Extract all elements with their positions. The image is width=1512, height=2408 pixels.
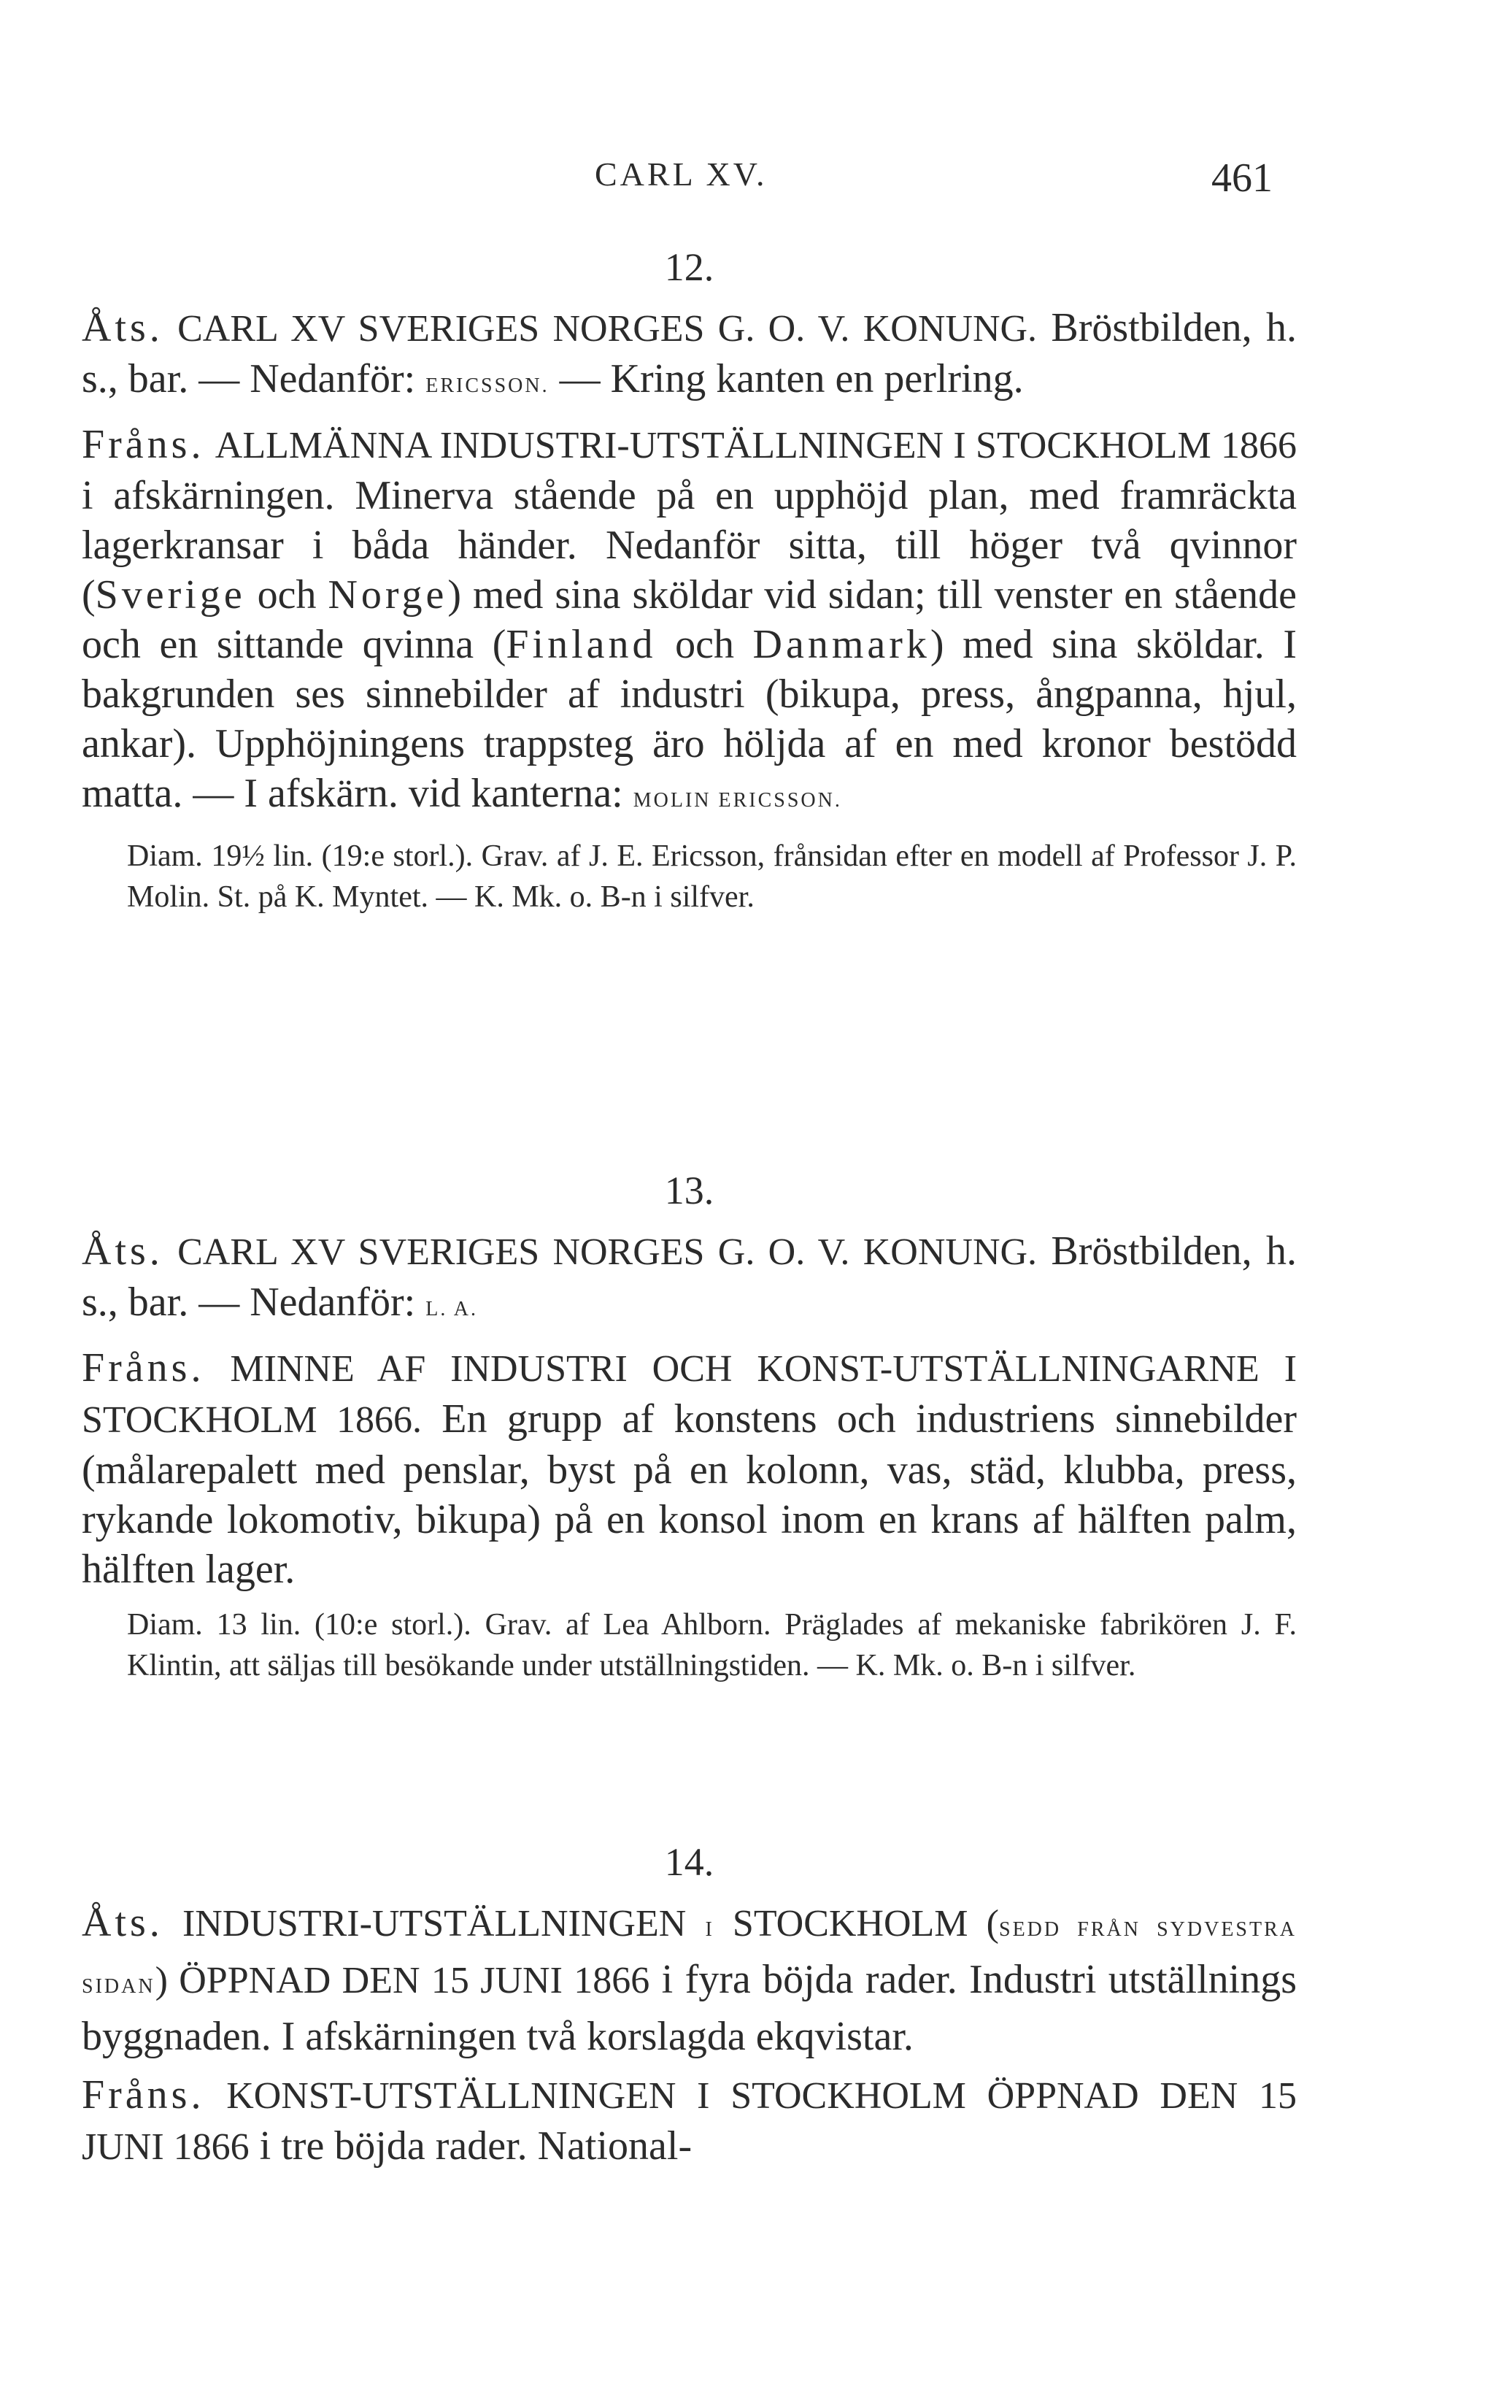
engraver-signature: L. A. xyxy=(425,1298,478,1320)
obverse-text: — Kring kanten en perlring. xyxy=(549,356,1024,401)
obverse-legend: ) ÖPPNAD DEN 15 JUNI 1866 xyxy=(155,1960,650,2001)
reverse-legend: KONST-UTSTÄLLNINGEN I STOCKHOLM ÖPPNAD DEN 15 JUNI 1866 xyxy=(82,2075,1297,2168)
reverse-legend: ALLMÄNNA INDUSTRI-UTSTÄLLNINGEN I STOCKHOLM 1866 xyxy=(215,425,1297,466)
engraver-signature: ERICSSON. xyxy=(425,374,549,397)
spaced-word: Finland xyxy=(506,622,657,667)
reverse-text: ) med sina sköldar. I bakgrunden ses sinnebilder af industri (bikupa, press, ångpanna, hjul, ankar). Upphöjningens trappsteg äro höljda af en med kronor bestödd matta. — I afskärn. vid kanterna: xyxy=(82,622,1297,816)
reverse-label: Fråns. xyxy=(82,2072,205,2117)
small-caps-text: I xyxy=(705,1918,714,1941)
reverse-text: och xyxy=(656,622,753,667)
page-number: 461 xyxy=(1211,155,1273,201)
obverse-label: Åts. xyxy=(82,1228,163,1274)
entry-number: 14. xyxy=(664,1840,714,1884)
obverse-label: Åts. xyxy=(82,1900,163,1945)
technical-note: Diam. 19½ lin. (19:e storl.). Grav. af J. E. Ericsson, frånsidan efter en modell af Professor J. P. Molin. St. på K. Myntet. — K. Mk. o. B-n i silfver. xyxy=(127,839,1297,914)
technical-note: Diam. 13 lin. (10:e storl.). Grav. af Lea Ahlborn. Präglades af mekaniske fabrikören J. F. Klintin, att säljas till besökande under utställningstiden. — K. Mk. o. B-n i silfver. xyxy=(127,1608,1297,1682)
catalogue-entry-12 xyxy=(82,245,1297,918)
reverse-text: i tre böjda rader. National- xyxy=(249,2123,693,2169)
page-header xyxy=(0,155,1512,199)
reverse-description xyxy=(82,2070,1297,2172)
obverse-label: Åts. xyxy=(82,305,163,350)
obverse-text: Bröstbilden, h. s., bar. — Nedanför: xyxy=(82,1228,1297,1325)
running-title: CARL XV. xyxy=(595,155,768,193)
entry-number: 12. xyxy=(664,245,714,289)
reverse-text: En grupp af konstens och industriens sinnebilder (målarepalett med penslar, byst på en kolonn, vas, städ, klubba, press, rykande lokomotiv, bikupa) på en konsol inom en krans af hälften palm, hälften lager. xyxy=(82,1396,1297,1592)
obverse-text: i fyra böjda rader. Industri utställnings byggnaden. I afskärningen två korslagda ekqvistar. xyxy=(82,1957,1297,2059)
obverse-description xyxy=(82,303,1297,411)
obverse-legend: CARL XV SVERIGES NORGES G. O. V. KONUNG. xyxy=(177,1231,1038,1273)
reverse-text: och xyxy=(245,572,328,618)
obverse-text: Bröstbilden, h. s., bar. — Nedanför: xyxy=(82,305,1297,401)
reverse-description xyxy=(82,1343,1297,1594)
reverse-text: ) med sina sköldar vid sidan; till venster en stående och en sittande qvinna ( xyxy=(82,572,1297,667)
reverse-label: Fråns. xyxy=(82,1345,205,1390)
reverse-description xyxy=(82,420,1297,826)
obverse-description xyxy=(82,1226,1297,1334)
spaced-word: Sverige xyxy=(95,572,246,618)
engraver-signature: MOLIN ERICSSON. xyxy=(633,789,842,812)
obverse-legend: STOCKHOLM ( xyxy=(714,1903,999,1945)
reverse-legend: MINNE AF INDUSTRI OCH KONST-UTSTÄLLNINGARNE I STOCKHOLM 1866. xyxy=(82,1348,1297,1441)
entry-number: 13. xyxy=(664,1169,714,1212)
small-caps-text: SEDD FRÅN SYDVESTRA SIDAN xyxy=(82,1918,1297,1998)
obverse-legend: CARL XV SVERIGES NORGES G. O. V. KONUNG. xyxy=(177,308,1038,350)
reverse-label: Fråns. xyxy=(82,422,205,467)
obverse-legend: INDUSTRI-UTSTÄLLNINGEN xyxy=(182,1903,687,1945)
obverse-description xyxy=(82,1898,1297,2061)
obverse-text xyxy=(686,1900,705,1945)
reverse-text: i afskärningen. Minerva stående på en upphöjd plan, med framräckta lagerkransar i båda händer. Nedanför sitta, till höger två qvinnor ( xyxy=(82,473,1297,618)
spaced-word: Norge xyxy=(328,572,448,618)
catalogue-entry-13 xyxy=(82,1168,1297,1686)
catalogue-entry-14 xyxy=(82,1839,1297,2172)
spaced-word: Danmark xyxy=(752,622,930,667)
